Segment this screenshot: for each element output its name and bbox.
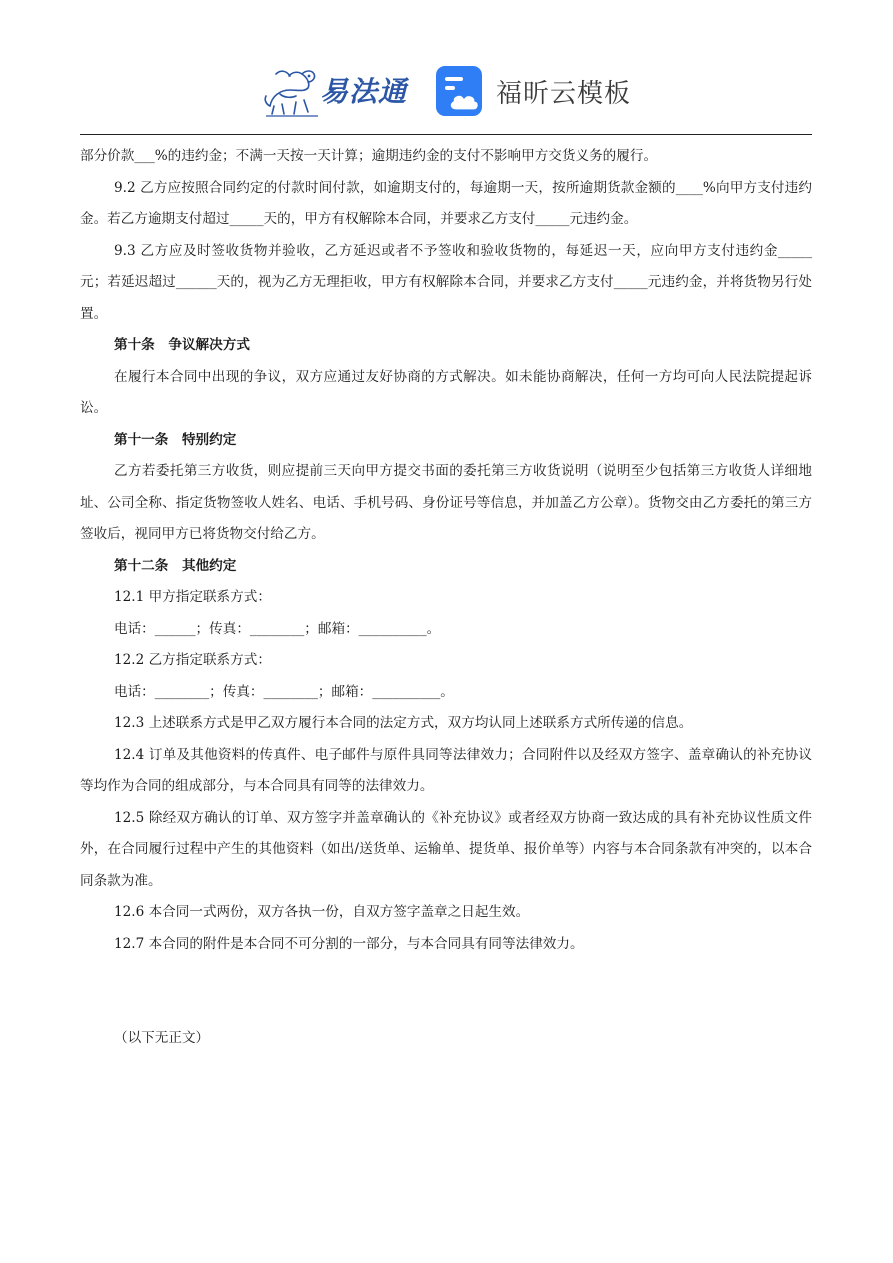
cloud-document-icon [434,64,488,118]
paragraph-special-agreement: 乙方若委托第三方收货，则应提前三天向甲方提交书面的委托第三方收货说明（说明至少包括第三方收货人详细地址、公司全称、指定货物签收人姓名、电话、手机号码、身份证号等信息，并加盖乙方公章）。货物交由乙方委托的第三方签收后，视同甲方已将货物交付给乙方。 [80,463,812,542]
header-divider [80,134,812,135]
blank-space [80,960,812,1023]
article-10-heading: 第十条 争议解决方式 [114,337,250,353]
paragraph-9-2: 9.2 乙方应按照合同约定的付款时间付款，如逾期支付的，每逾期一天，按所逾期货款金额的____%向甲方支付违约金。若乙方逾期支付超过_____天的，甲方有权解除本合同，并要求乙方支付_____元违约金。 [80,179,812,227]
document-body [80,141,812,1055]
yifatong-logo [262,62,422,120]
page-header [0,60,893,124]
fuxin-logo-text: 福昕云模板 [496,79,632,109]
fuxin-logo [434,64,644,120]
article-11-heading: 第十一条 特别约定 [114,431,237,448]
party-b-contact-line: 电话：________；传真：________；邮箱：__________。 [114,683,454,700]
qilin-emblem-icon [262,62,322,120]
paragraph-12-2: 12.2 乙方指定联系方式： [114,652,271,668]
paragraph-12-4: 12.4 订单及其他资料的传真件、电子邮件与原件具同等法律效力；合同附件以及经双方签字、盖章确认的补充协议等均作为合同的组成部分，与本合同具有同等的法律效力。 [80,746,812,794]
paragraph-9-3: 9.3 乙方应及时签收货物并验收，乙方延迟或者不予签收和验收货物的，每延迟一天，应向甲方支付违约金_____元；若延迟超过______天的，视为乙方无理拒收，甲方有权解除本合同，并要求乙方支付_____元违约金，并将货物另行处置。 [80,242,812,322]
party-a-contact-line: 电话：______；传真：________；邮箱：__________。 [114,620,441,637]
paragraph-dispute-resolution: 在履行本合同中出现的争议，双方应通过友好协商的方式解决。如未能协商解决，任何一方均可向人民法院提起诉讼。 [80,368,812,416]
yifatong-logo-text: 易法通 [320,75,408,108]
paragraph-12-5: 12.5 除经双方确认的订单、双方签字并盖章确认的《补充协议》或者经双方协商一致达成的具有补充协议性质文件外，在合同履行过程中产生的其他资料（如出/送货单、运输单、提货单、报价单等）内容与本合同条款有冲突的，以本合同条款为准。 [80,809,812,889]
paragraph-12-3: 12.3 上述联系方式是甲乙双方履行本合同的法定方式，双方均认同上述联系方式所传递的信息。 [114,715,693,731]
end-of-text-note: （以下无正文） [114,1030,210,1046]
paragraph-12-6: 12.6 本合同一式两份，双方各执一份，自双方签字盖章之日起生效。 [114,904,530,920]
paragraph-12-1: 12.1 甲方指定联系方式： [114,589,271,605]
paragraph-12-7: 12.7 本合同的附件是本合同不可分割的一部分，与本合同具有同等法律效力。 [114,935,584,952]
paragraph-penalty-continuation: 部分价款___%的违约金；不满一天按一天计算；逾期违约金的支付不影响甲方交货义务的履行。 [80,148,658,164]
article-12-heading: 第十二条 其他约定 [114,557,237,574]
